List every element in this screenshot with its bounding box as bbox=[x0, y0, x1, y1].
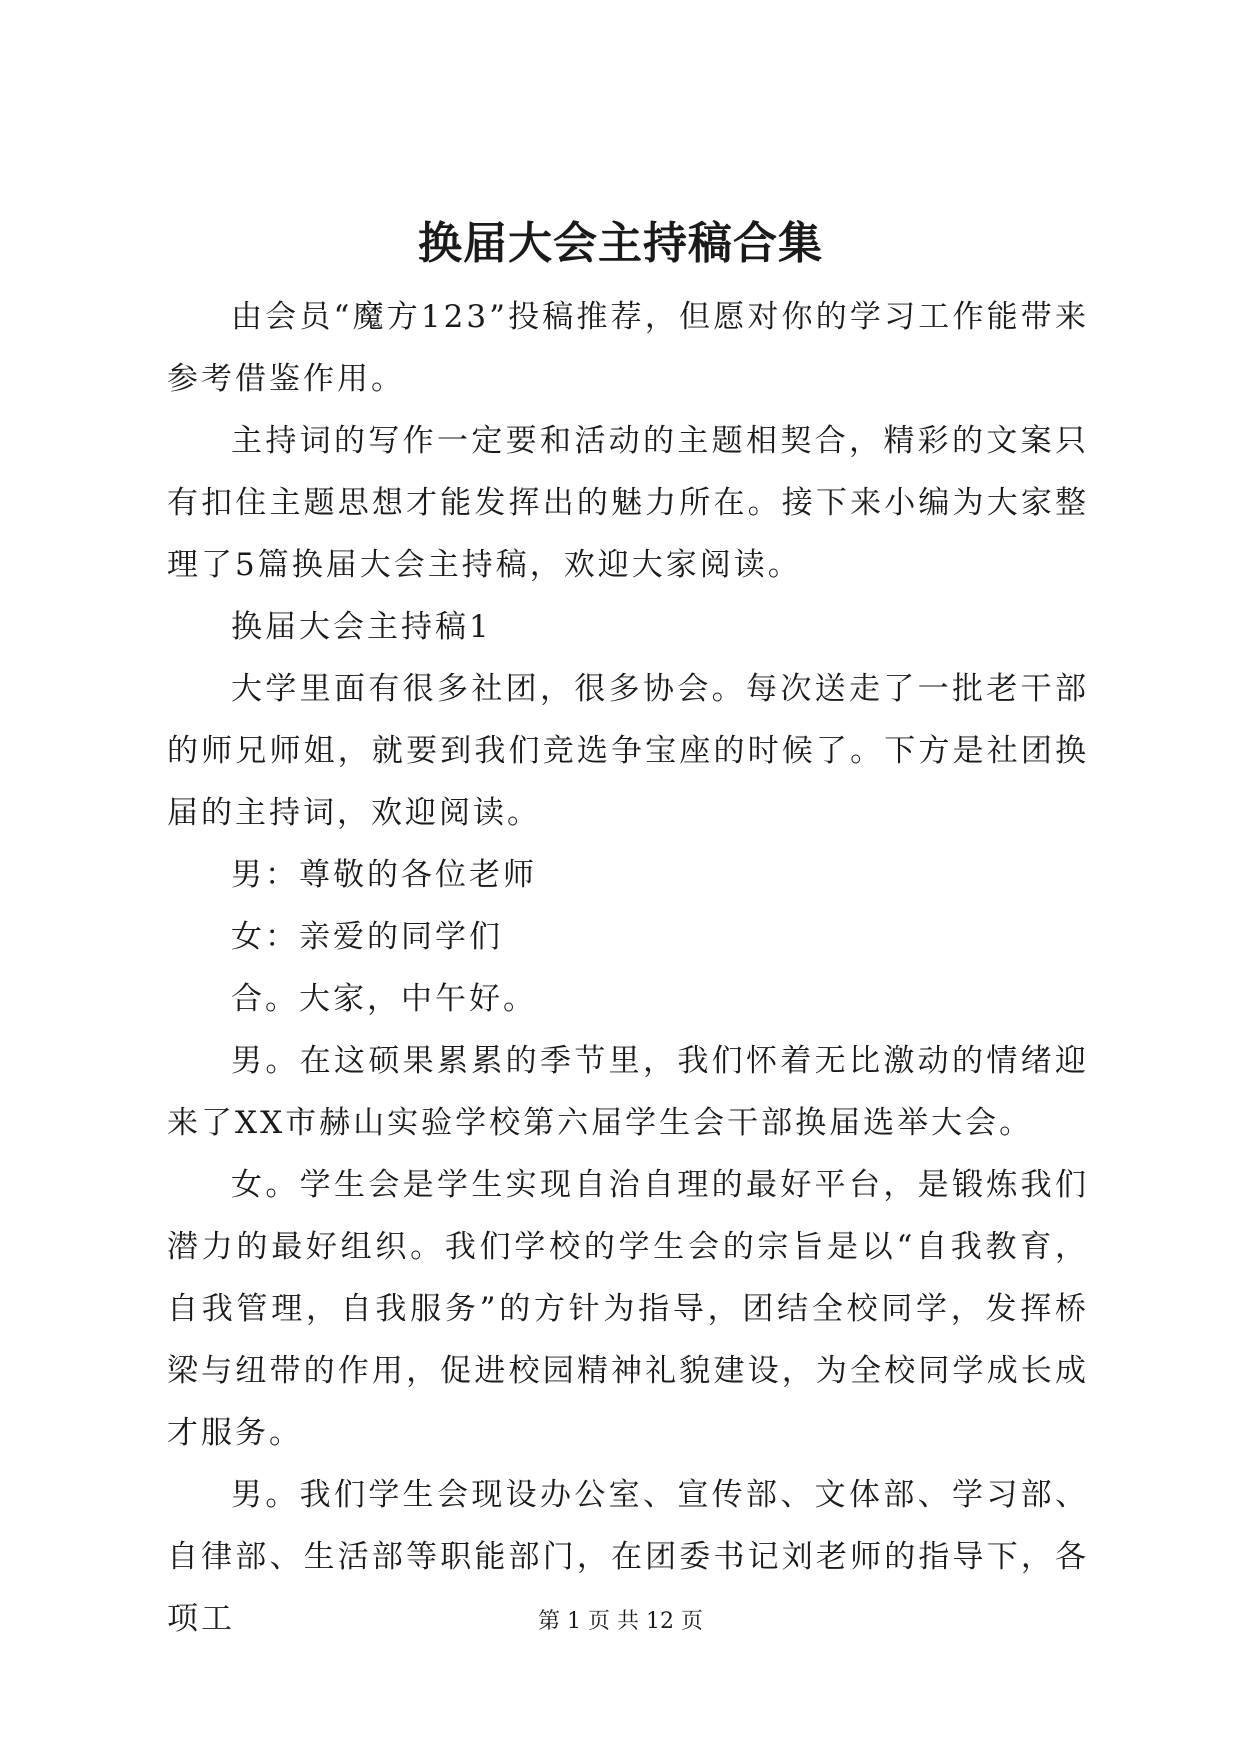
paragraph: 男：尊敬的各位老师 bbox=[231, 857, 537, 893]
paragraph: 大学里面有很多社团，很多协会。每次送走了一批老干部的师兄师姐，就要到我们竞选争宝座的时候了。下方是社团换届的主持词，欢迎阅读。 bbox=[167, 671, 1089, 831]
section-heading: 换届大会主持稿1 bbox=[231, 609, 492, 645]
paragraph: 女。学生会是学生实现自治自理的最好平台，是锻炼我们潜力的最好组织。我们学校的学生会的宗旨是以“自我教育，自我管理，自我服务”的方针为指导，团结全校同学，发挥桥梁与纽带的作用，促进校园精神礼貌建设，为全校同学成长成才服务。 bbox=[167, 1167, 1089, 1451]
paragraph: 男。我们学生会现设办公室、宣传部、文体部、学习部、自律部、生活部等职能部门，在团委书记刘老师的指导下，各项工 bbox=[167, 1477, 1089, 1637]
document-title: 换届大会主持稿合集 bbox=[418, 218, 823, 269]
paragraph: 主持词的写作一定要和活动的主题相契合，精彩的文案只有扣住主题思想才能发挥出的魅力所在。接下来小编为大家整理了5篇换届大会主持稿，欢迎大家阅读。 bbox=[167, 423, 1089, 583]
paragraph: 由会员“魔方123”投稿推荐，但愿对你的学习工作能带来参考借鉴作用。 bbox=[167, 299, 1089, 397]
page-number: 第 1 页 共 12 页 bbox=[538, 1609, 703, 1634]
paragraph: 男。在这硕果累累的季节里，我们怀着无比激动的情绪迎来了XX市赫山实验学校第六届学生会干部换届选举大会。 bbox=[167, 1043, 1089, 1141]
document-body bbox=[167, 286, 1089, 1650]
paragraph: 女：亲爱的同学们 bbox=[231, 919, 503, 955]
paragraph: 合。大家，中午好。 bbox=[231, 981, 537, 1017]
